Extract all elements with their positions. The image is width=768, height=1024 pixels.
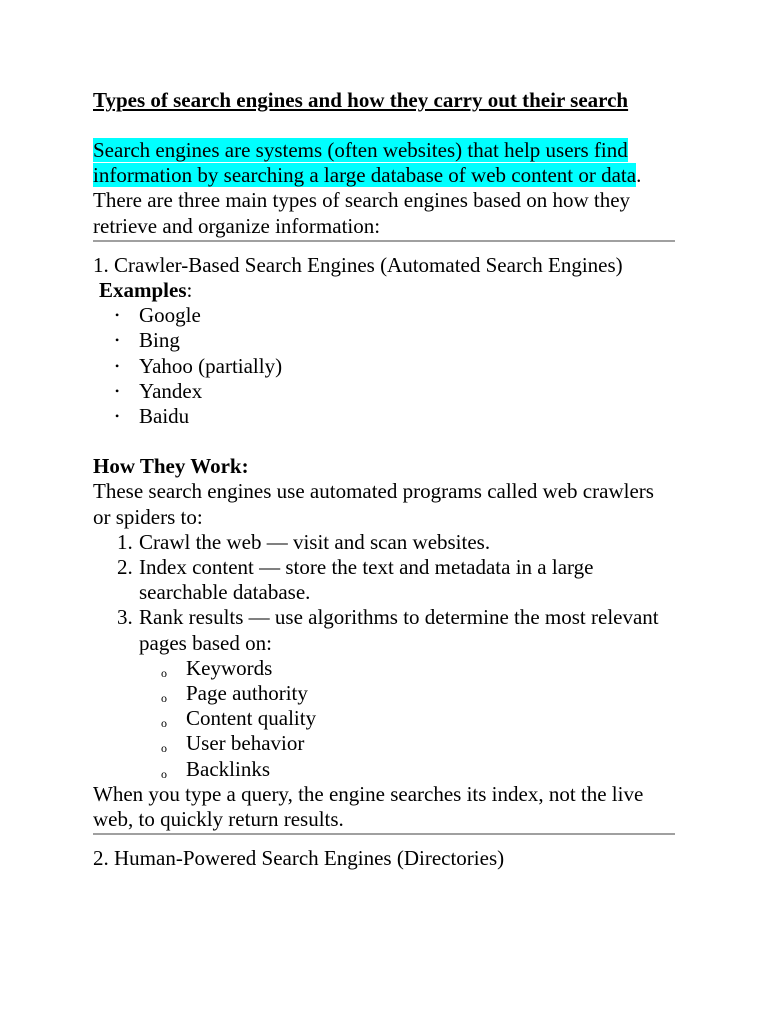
ranking-factor: User behavior bbox=[186, 731, 305, 756]
list-item bbox=[139, 681, 675, 706]
examples-colon: : bbox=[186, 278, 193, 303]
step-text: Crawl the web — visit and scan websites. bbox=[139, 529, 491, 554]
bullet-icon: • bbox=[115, 358, 120, 373]
highlighted-definition: Search engines are systems (often websites) that help users find information by searching a large database of web content or data bbox=[93, 138, 637, 188]
example-item: Yahoo (partially) bbox=[139, 353, 283, 378]
steps-list bbox=[93, 530, 675, 782]
list-item bbox=[93, 404, 675, 429]
list-item bbox=[139, 656, 675, 681]
how-intro-paragraph: These search engines use automated programs called web crawlers or spiders to: bbox=[93, 479, 654, 529]
ranking-factors-list bbox=[139, 656, 675, 782]
step-number: 2. bbox=[117, 555, 133, 580]
list-item bbox=[93, 303, 675, 328]
horizontal-rule bbox=[93, 833, 675, 835]
list-item bbox=[93, 354, 675, 379]
step-text: Index content — store the text and metadata in a large searchable database. bbox=[139, 555, 594, 605]
circle-bullet-icon: o bbox=[161, 766, 167, 781]
list-item bbox=[93, 530, 675, 555]
step-number: 3. bbox=[117, 605, 133, 630]
how-they-work-heading: How They Work: bbox=[93, 454, 249, 479]
circle-bullet-icon: o bbox=[161, 716, 167, 731]
intro-paragraph bbox=[93, 138, 675, 239]
list-item bbox=[93, 328, 675, 353]
bullet-icon: • bbox=[115, 333, 120, 348]
ranking-factor: Content quality bbox=[186, 706, 317, 731]
closing-paragraph: When you type a query, the engine searches its index, not the live web, to quickly return results. bbox=[93, 781, 644, 832]
step-text: Rank results — use algorithms to determine the most relevant pages based on: bbox=[139, 605, 659, 655]
bullet-icon: • bbox=[115, 308, 120, 323]
step-number: 1. bbox=[117, 529, 133, 554]
list-item bbox=[139, 757, 675, 782]
section-heading-crawler: 1. Crawler-Based Search Engines (Automated Search Engines) bbox=[93, 252, 623, 277]
spacer bbox=[93, 112, 675, 138]
document-title: Types of search engines and how they carry out their search bbox=[93, 88, 629, 112]
ranking-factor: Keywords bbox=[186, 655, 273, 680]
ranking-factor: Backlinks bbox=[186, 756, 270, 781]
list-item bbox=[139, 706, 675, 731]
horizontal-rule bbox=[93, 240, 675, 242]
list-item bbox=[139, 731, 675, 756]
circle-bullet-icon: o bbox=[161, 741, 167, 756]
examples-label bbox=[93, 278, 675, 303]
example-item: Bing bbox=[139, 328, 180, 353]
circle-bullet-icon: o bbox=[161, 665, 167, 680]
examples-list bbox=[93, 303, 675, 429]
list-item bbox=[93, 555, 675, 605]
list-item bbox=[93, 379, 675, 404]
circle-bullet-icon: o bbox=[161, 691, 167, 706]
spacer bbox=[93, 429, 675, 454]
example-item: Yandex bbox=[139, 378, 203, 403]
examples-label-text: Examples bbox=[99, 278, 187, 303]
bullet-icon: • bbox=[115, 383, 120, 398]
ranking-factor: Page authority bbox=[186, 681, 308, 706]
section-heading-directories: 2. Human-Powered Search Engines (Directories) bbox=[93, 846, 505, 871]
bullet-icon: • bbox=[115, 409, 120, 424]
list-item bbox=[93, 605, 675, 781]
example-item: Google bbox=[139, 303, 201, 328]
document-page bbox=[93, 88, 675, 871]
intro-rest: . There are three main types of search engines based on how they retrieve and organize information: bbox=[93, 163, 642, 238]
example-item: Baidu bbox=[139, 404, 190, 429]
